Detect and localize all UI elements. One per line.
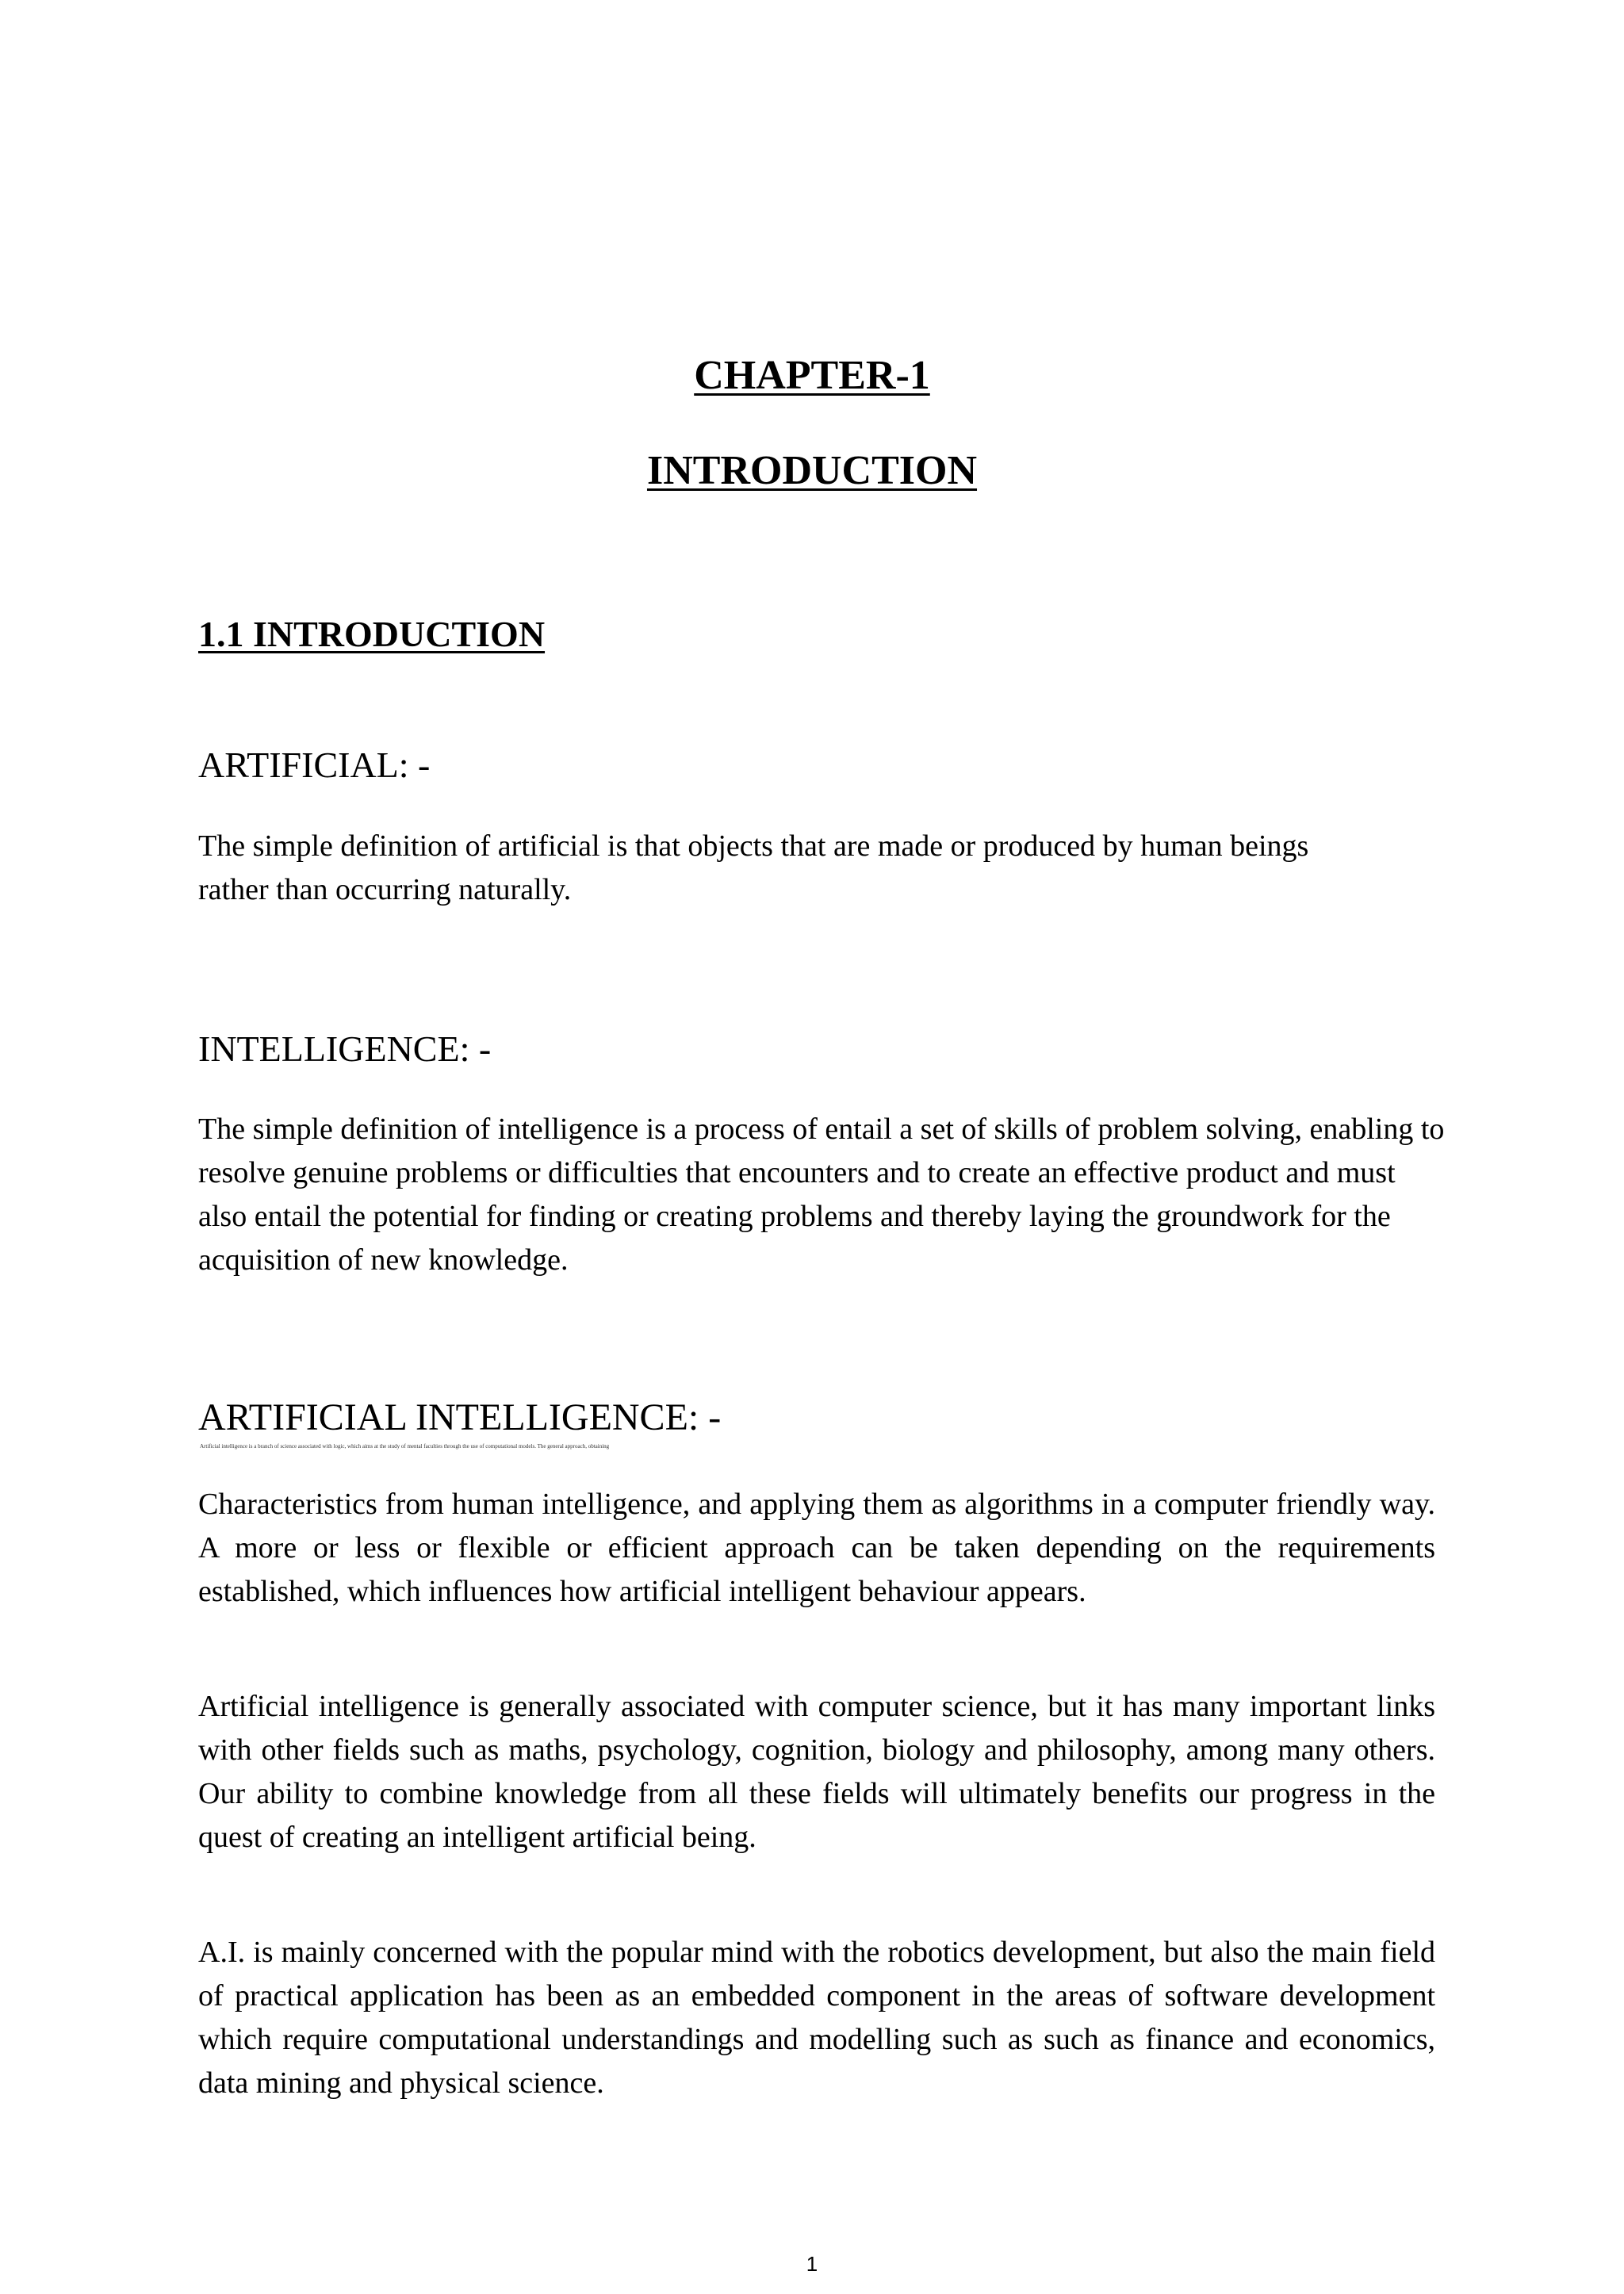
tiny-text-line: Artificial intelligence is a branch of science associated with logic, which aims at the study of mental faculties through the use of computational models. The general approach, obtaining [200, 1443, 610, 1450]
ai-paragraph-1: Characteristics from human intelligence, and applying them as algorithms in a computer friendly way. A more or less or flexible or efficient approach can be taken depending on the requirements established, which influences how artificial intelligent behaviour appears. [198, 1488, 1435, 1608]
chapter-title: INTRODUCTION [646, 448, 978, 493]
ai-paragraph-2: Artificial intelligence is generally associated with computer science, but it has many important links with other fields such as maths, psychology, cognition, biology and philosophy, among many others. Our ability to combine knowledge from all these fields will ultimately benefits our progress in the quest of creating an intelligent artificial being. [198, 1690, 1435, 1854]
artificial-intelligence-heading: ARTIFICIAL INTELLIGENCE: - [198, 1396, 722, 1438]
intelligence-paragraph: The simple definition of intelligence is a process of entail a set of skills of problem solving, enabling to resolve genuine problems or difficulties that encounters and to create an effective product and must also entail the potential for finding or creating problems and thereby laying the groundwork for the acquisition of new knowledge. [198, 1113, 1445, 1277]
page-number: 1 [806, 2252, 818, 2276]
ai-paragraph-3: A.I. is mainly concerned with the popular mind with the robotics development, but also the main field of practical application has been as an embedded component in the areas of software development which require computational understandings and modelling such as such as finance and economics, data mining and physical science. [198, 1936, 1435, 2100]
artificial-paragraph: The simple definition of artificial is that objects that are made or produced by human beings rather than occurring naturally. [198, 829, 1309, 906]
artificial-heading: ARTIFICIAL: - [198, 745, 431, 785]
intelligence-heading: INTELLIGENCE: - [198, 1028, 492, 1069]
chapter-label: CHAPTER-1 [694, 353, 930, 398]
section-heading: 1.1 INTRODUCTION [198, 614, 546, 654]
